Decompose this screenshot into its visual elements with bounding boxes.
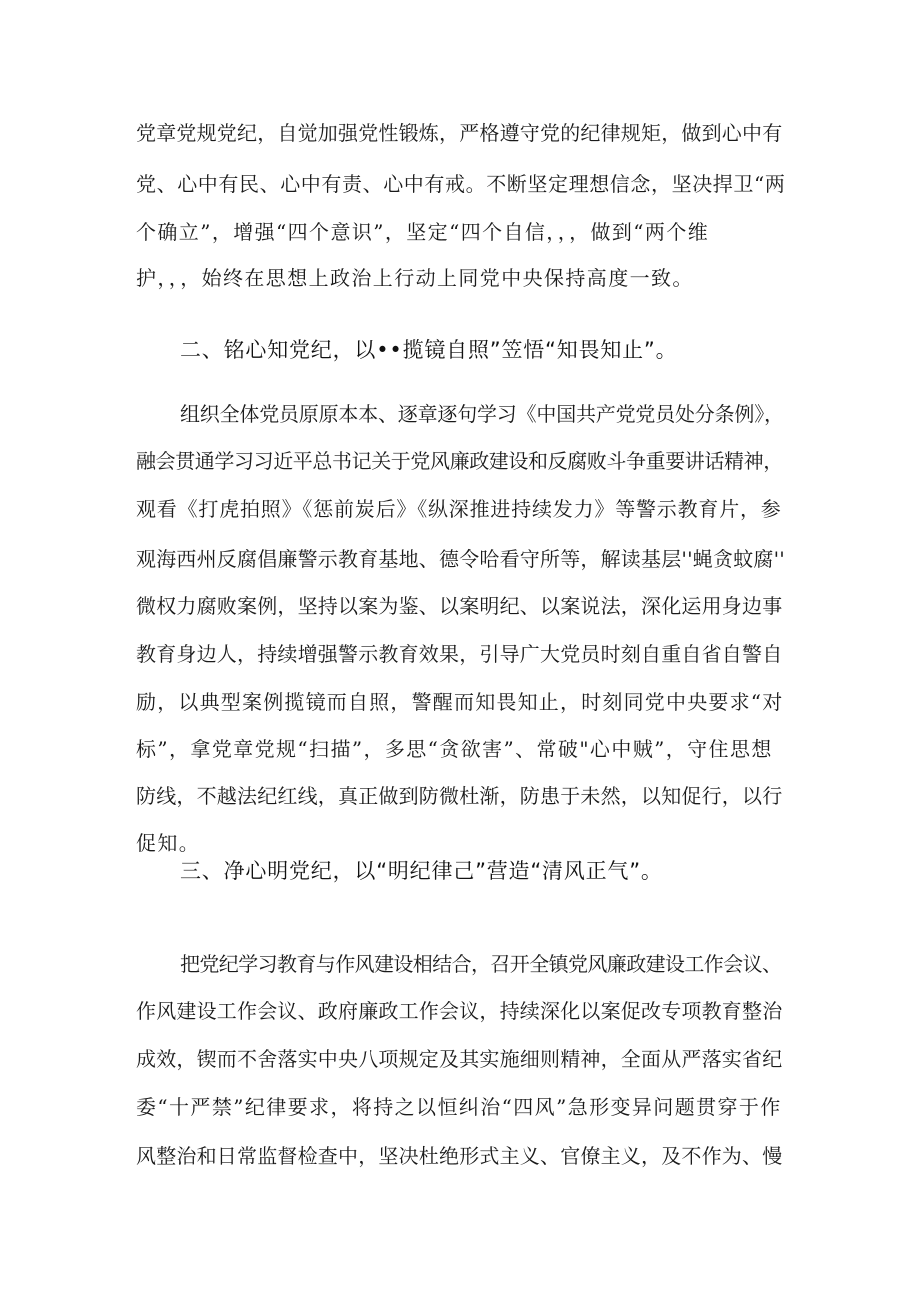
paragraph-line: 委“十严禁”纪律要求，将持之以恒纠治“四风”急形变异问题贯穿于作 bbox=[136, 1095, 782, 1119]
paragraph-line: 促知。 bbox=[136, 831, 201, 855]
paragraph-line: 励，以典型案例揽镜而自照，警醒而知畏知止，时刻同党中央要求“对 bbox=[136, 690, 784, 714]
paragraph-line: 党章党规党纪，自觉加强党性锻炼，严格遵守党的纪律规矩，做到心中有 bbox=[136, 121, 783, 145]
paragraph-line: 标”，拿党章党规“扫描”，多思“贪欲害”、常破"心中贼”，守住思想 bbox=[136, 737, 773, 761]
paragraph-line: 护，，，始终在思想上政治上行动上同党中央保持高度一致。 bbox=[136, 266, 694, 290]
paragraph-line: 融会贯通学习习近平总书记关于党风廉政建设和反腐败斗争重要讲话精神， bbox=[136, 449, 783, 473]
paragraph-line: 观看《打虎拍照》《惩前炭后》《纵深推进持续发力》等警示教育片，参 bbox=[136, 497, 782, 521]
paragraph-line: 个确立”，增强“四个意识”，坚定“四个自信，，，做到“两个维 bbox=[136, 220, 710, 244]
paragraph-line: 风整治和日常监督检查中，坚决杜绝形式主义、官僚主义，及不作为、慢 bbox=[136, 1144, 783, 1168]
section-heading-2: 二、铭心知党纪，以••揽镜自照”笠悟“知畏知止”。 bbox=[180, 338, 678, 362]
paragraph-line: 组织全体党员原原本本、逐章逐句学习《中国共产党党员处分条例》， bbox=[180, 402, 784, 426]
paragraph-line: 防线，不越法纪红线，真正做到防微杜渐，防患于未然，以知促行，以行 bbox=[136, 784, 783, 808]
paragraph-line: 把党纪学习教育与作风建设相结合，召开全镇党风廉政建设工作会议、 bbox=[180, 952, 782, 976]
paragraph-line: 观海西州反腐倡廉警示教育基地、德令哈看守所等，解读基层''蝇贪蚊腐'' bbox=[136, 547, 785, 571]
paragraph-line: 微权力腐败案例，坚持以案为鉴、以案明纪、以案说法，深化运用身边事 bbox=[136, 594, 783, 618]
paragraph-line: 作风建设工作会议、政府廉政工作会议，持续深化以案促改专项教育整治 bbox=[136, 999, 783, 1023]
paragraph-line: 教育身边人，持续增强警示教育效果，引导广大党员时刻自重自省自警自 bbox=[136, 642, 783, 666]
paragraph-line: 党、心中有民、心中有责、心中有戒。不断坚定理想信念，坚决捍卫“两 bbox=[136, 172, 786, 196]
paragraph-line: 成效，锲而不舍落实中央八项规定及其实施细则精神，全面从严落实省纪 bbox=[136, 1047, 783, 1071]
section-heading-3: 三、净心明党纪，以“明纪律己”营造“清风正气”。 bbox=[180, 859, 663, 883]
